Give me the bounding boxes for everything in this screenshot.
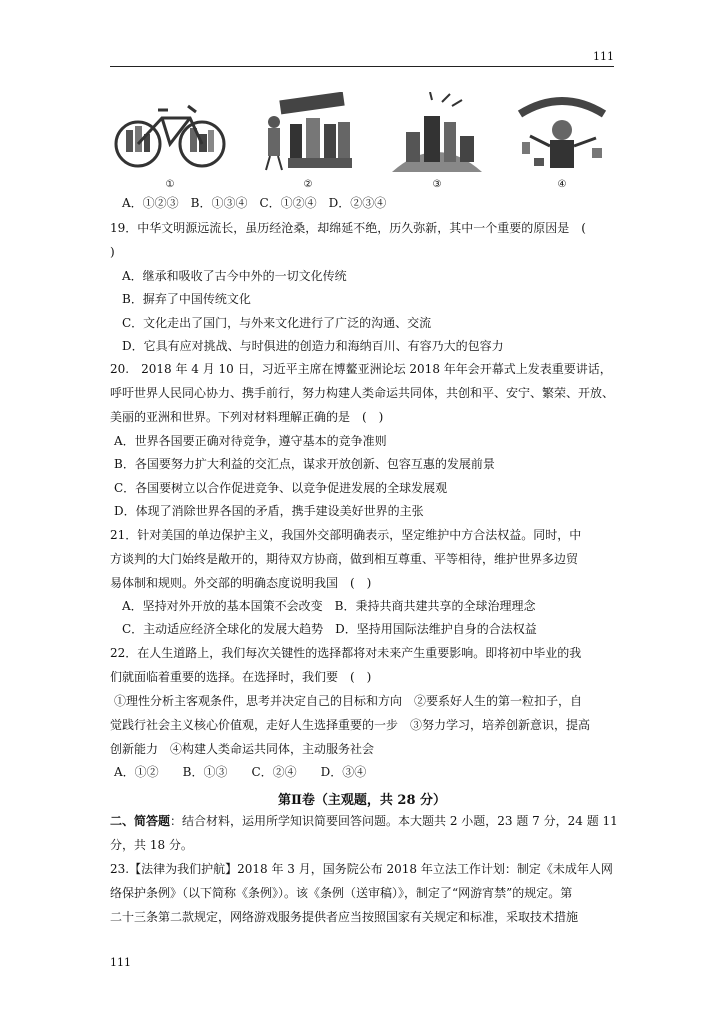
figure-caption: ④ [557, 179, 567, 190]
q23-line3: 二十三条第二款规定，网络游戏服务提供者应当按照国家有关规定和标准，采取技术措施 [110, 910, 579, 924]
q20-option-b: B．各国要努力扩大利益的交汇点，谋求开放创新、包容互惠的发展前景 [114, 457, 495, 471]
q19-option-d: D．它具有应对挑战、与时俱进的创造力和海纳百川、有容乃大的包容力 [122, 339, 504, 353]
q22-statements-line3: 创新能力 ④构建人类命运共同体，主动服务社会 [110, 742, 375, 756]
section2-title: 第Ⅱ卷（主观题，共 28 分） [277, 793, 447, 808]
q21-stem-line2: 方谈判的大门始终是敞开的，期待双方协商，做到相互尊重、平等相待，维护世界多边贸 [110, 552, 579, 566]
figure-caption: ③ [432, 179, 442, 190]
q23-line2: 络保护条例》（以下简称《条例》）。该《条例（送审稿）》，制定了“网游宵禁”的规定。第 [110, 886, 573, 900]
cartoon-crowd [258, 92, 358, 190]
q19-stem-line1: 19．中华文明源远流长，虽历经沧桑，却绵延不绝，历久弥新，其中一个重要的原因是 ( [110, 221, 586, 235]
q19-option-a: A．继承和吸收了古今中外的一切文化传统 [122, 269, 347, 283]
q22-statements-line1: ①理性分析主客观条件，思考并决定自己的目标和方向 ②要系好人生的第一粒扣子，自 [114, 694, 583, 708]
q19-option-c: C．文化走出了国门，与外来文化进行了广泛的沟通、交流 [122, 316, 432, 330]
figure-caption: ② [303, 179, 313, 190]
q21-options-cd: C．主动适应经济全球化的发展大趋势 D．坚持用国际法维护自身的合法权益 [122, 622, 537, 636]
q20-option-d: D．体现了消除世界各国的矛盾，携手建设美好世界的主张 [114, 504, 424, 518]
q20-option-c: C．各国要树立以合作促进竞争、以竞争促进发展的全球发展观 [114, 481, 448, 495]
q20-stem-line1: 20. 2018 年 4 月 10 日，习近平主席在博鳌亚洲论坛 2018 年年会开幕式上发表重要讲话， [110, 362, 612, 376]
q20-option-a: A．世界各国要正确对待竞争，遵守基本的竞争准则 [114, 434, 387, 448]
header-rule [110, 66, 614, 67]
cartoon-disposables [512, 92, 612, 190]
q20-stem-line3: 美丽的亚洲和世界。下列对材料理解正确的是 ( ) [110, 410, 384, 424]
section2-heading: 二、简答题 [110, 814, 171, 828]
q21-options-ab: A．坚持对外开放的基本国策不会改变 B．秉持共商共建共享的全球治理理念 [122, 599, 536, 613]
cartoon-waste-pile [382, 92, 492, 190]
q21-stem-line3: 易体制和规则。外交部的明确态度说明我国 ( ) [110, 576, 372, 590]
disposables-illustration [512, 92, 612, 174]
q19-stem-line2: ) [110, 245, 115, 259]
cartoon-figure-strip [110, 92, 622, 190]
q23-line1: 23.【法律为我们护航】2018 年 3 月，国务院公布 2018 年立法工作计划：制定《未成年人网 [110, 862, 613, 876]
footer-page-number: 111 [110, 956, 131, 969]
section2-description-line2: 分，共 18 分。 [110, 838, 193, 852]
figure-caption: ① [165, 179, 175, 190]
q18-options: A．①②③ B．①③④ C．①②④ D．②③④ [122, 196, 387, 210]
section2-description-line1 [110, 814, 618, 828]
q20-stem-line2: 呼吁世界人民同心协力、携手前行，努力构建人类命运共同体，共创和平、安宁、繁荣、开放、 [110, 386, 615, 400]
q22-stem-line2: 们就面临着重要的选择。在选择时，我们要 ( ) [110, 670, 372, 684]
q22-answer-options: A．①② B．①③ C．②④ D．③④ [114, 765, 367, 779]
q22-statements-line2: 觉践行社会主义核心价值观，走好人生选择重要的一步 ③努力学习，培养创新意识，提高 [110, 718, 591, 732]
header-page-number: 111 [593, 50, 614, 63]
q21-stem-line1: 21．针对美国的单边保护主义，我国外交部明确表示，坚定维护中方合法权益。同时，中 [110, 528, 582, 542]
q22-stem-line1: 22．在人生道路上，我们每次关键性的选择都将对未来产生重要影响。即将初中毕业的我 [110, 646, 582, 660]
cartoon-bicycle [110, 92, 230, 190]
q19-option-b: B．摒弃了中国传统文化 [122, 292, 251, 306]
waste-illustration [382, 92, 492, 174]
section2-description-text: ：结合材料，运用所学知识简要回答问题。本大题共 2 小题，23 题 7 分，24 题 11 [170, 814, 618, 828]
crowd-illustration [258, 92, 358, 174]
bicycle-illustration [110, 92, 230, 174]
